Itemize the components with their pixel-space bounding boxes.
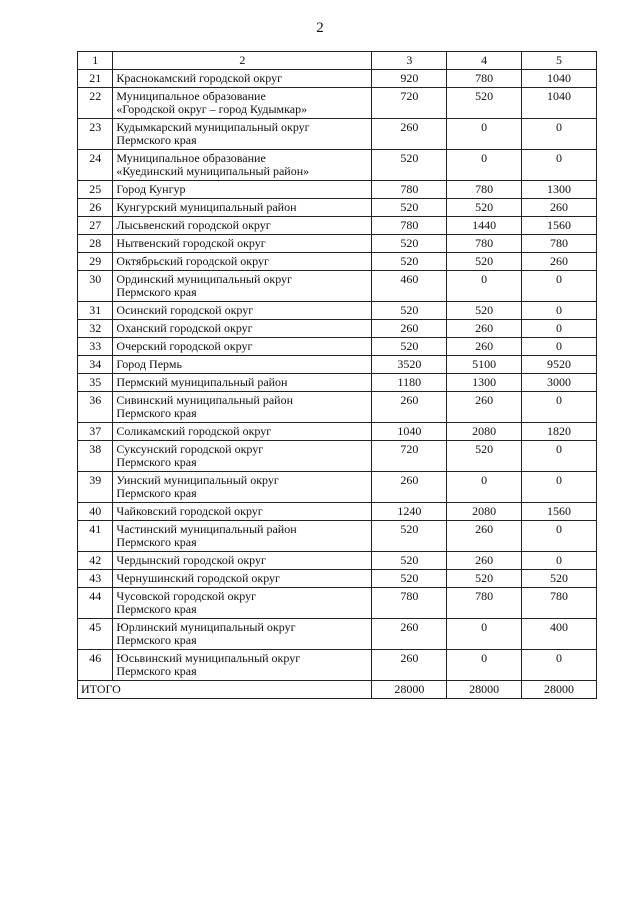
row-number: 39 (78, 472, 113, 503)
value-col-4: 520 (447, 302, 522, 320)
value-col-3: 260 (372, 392, 447, 423)
table-row (78, 217, 597, 235)
value-col-5: 3000 (522, 374, 597, 392)
value-col-5: 0 (522, 472, 597, 503)
header-cell: 1 (78, 52, 113, 70)
value-col-3: 260 (372, 472, 447, 503)
municipality-name (113, 472, 372, 503)
value-col-4: 780 (447, 181, 522, 199)
value-col-5: 400 (522, 619, 597, 650)
value-col-5: 1560 (522, 503, 597, 521)
value-col-4: 5100 (447, 356, 522, 374)
municipality-name-line: Краснокамский городской округ (116, 71, 282, 85)
municipality-name-line: Оханский городской округ (116, 321, 253, 335)
municipality-name-line: Чусовской городской округ (116, 589, 257, 603)
value-col-4: 520 (447, 441, 522, 472)
row-number: 36 (78, 392, 113, 423)
value-col-5: 0 (522, 320, 597, 338)
table-row (78, 441, 597, 472)
value-col-4: 780 (447, 588, 522, 619)
municipality-name (113, 150, 372, 181)
municipality-name-line: Нытвенский городской округ (116, 236, 266, 250)
municipality-name (113, 570, 372, 588)
table-row (78, 181, 597, 199)
municipality-name-line: Октябрьский городской округ (116, 254, 269, 268)
row-number: 23 (78, 119, 113, 150)
row-number: 45 (78, 619, 113, 650)
value-col-3: 260 (372, 619, 447, 650)
total-col-5: 28000 (522, 681, 597, 699)
value-col-5: 260 (522, 253, 597, 271)
value-col-5: 1040 (522, 70, 597, 88)
table-row (78, 374, 597, 392)
municipality-name-line: Ординский муниципальный округ (116, 272, 292, 286)
municipality-name (113, 88, 372, 119)
municipality-name (113, 338, 372, 356)
value-col-3: 520 (372, 302, 447, 320)
value-col-4: 520 (447, 253, 522, 271)
table-row (78, 356, 597, 374)
value-col-5: 0 (522, 302, 597, 320)
municipality-name (113, 552, 372, 570)
total-col-3: 28000 (372, 681, 447, 699)
value-col-5: 0 (522, 441, 597, 472)
municipality-name (113, 181, 372, 199)
value-col-3: 780 (372, 217, 447, 235)
table-row (78, 392, 597, 423)
table-row (78, 588, 597, 619)
municipality-name-line: Город Кунгур (116, 182, 186, 196)
municipality-name (113, 503, 372, 521)
value-col-3: 520 (372, 521, 447, 552)
table-row (78, 552, 597, 570)
row-number: 43 (78, 570, 113, 588)
value-col-5: 0 (522, 521, 597, 552)
row-number: 46 (78, 650, 113, 681)
value-col-4: 1300 (447, 374, 522, 392)
value-col-4: 2080 (447, 423, 522, 441)
municipality-name-line: Частинский муниципальный район (116, 522, 297, 536)
allocation-table (77, 51, 597, 699)
value-col-3: 520 (372, 150, 447, 181)
value-col-3: 3520 (372, 356, 447, 374)
municipality-name (113, 423, 372, 441)
table-row (78, 650, 597, 681)
municipality-name (113, 392, 372, 423)
value-col-5: 0 (522, 392, 597, 423)
value-col-4: 260 (447, 320, 522, 338)
municipality-name-line: Пермского края (116, 285, 197, 299)
value-col-4: 520 (447, 199, 522, 217)
value-col-3: 780 (372, 181, 447, 199)
value-col-3: 780 (372, 588, 447, 619)
municipality-name-line: Муниципальное образование (116, 151, 266, 165)
value-col-3: 720 (372, 88, 447, 119)
municipality-name (113, 70, 372, 88)
table-row (78, 88, 597, 119)
value-col-3: 460 (372, 271, 447, 302)
municipality-name (113, 119, 372, 150)
value-col-3: 520 (372, 253, 447, 271)
value-col-5: 780 (522, 588, 597, 619)
municipality-name-line: Кудымкарский муниципальный округ (116, 120, 310, 134)
table-row (78, 619, 597, 650)
municipality-name-line: Осинский городской округ (116, 303, 254, 317)
value-col-4: 2080 (447, 503, 522, 521)
table-body (78, 52, 597, 699)
row-number: 35 (78, 374, 113, 392)
value-col-5: 0 (522, 150, 597, 181)
total-col-4: 28000 (447, 681, 522, 699)
value-col-3: 920 (372, 70, 447, 88)
municipality-name (113, 199, 372, 217)
value-col-3: 520 (372, 235, 447, 253)
municipality-name (113, 217, 372, 235)
row-number: 28 (78, 235, 113, 253)
value-col-3: 1240 (372, 503, 447, 521)
row-number: 30 (78, 271, 113, 302)
header-cell: 4 (447, 52, 522, 70)
municipality-name-line: Пермский муниципальный район (116, 375, 288, 389)
municipality-name-line: Юсьвинский муниципальный округ (116, 651, 301, 665)
value-col-4: 520 (447, 88, 522, 119)
value-col-4: 260 (447, 521, 522, 552)
municipality-name-line: Соликамский городской округ (116, 424, 272, 438)
municipality-name-line: Пермского края (116, 602, 197, 616)
table-row (78, 570, 597, 588)
municipality-name (113, 320, 372, 338)
row-number: 31 (78, 302, 113, 320)
row-number: 22 (78, 88, 113, 119)
row-number: 25 (78, 181, 113, 199)
municipality-name-line: Уинский муниципальный округ (116, 473, 279, 487)
municipality-name-line: Пермского края (116, 455, 197, 469)
table-row (78, 271, 597, 302)
table-header-row (78, 52, 597, 70)
municipality-name (113, 271, 372, 302)
value-col-3: 1040 (372, 423, 447, 441)
table-row (78, 423, 597, 441)
value-col-5: 520 (522, 570, 597, 588)
municipality-name-line: «Куединский муниципальный район» (116, 164, 310, 178)
value-col-5: 780 (522, 235, 597, 253)
value-col-3: 520 (372, 338, 447, 356)
value-col-5: 1560 (522, 217, 597, 235)
value-col-3: 1180 (372, 374, 447, 392)
value-col-5: 1040 (522, 88, 597, 119)
row-number: 44 (78, 588, 113, 619)
municipality-name-line: Сивинский муниципальный район (116, 393, 294, 407)
value-col-5: 0 (522, 552, 597, 570)
value-col-4: 260 (447, 338, 522, 356)
total-row (78, 681, 597, 699)
municipality-name-line: Чернушинский городской округ (116, 571, 280, 585)
municipality-name-line: Пермского края (116, 406, 197, 420)
municipality-name (113, 356, 372, 374)
value-col-3: 720 (372, 441, 447, 472)
municipality-name-line: «Городской округ – город Кудымкар» (116, 102, 308, 116)
table-row (78, 503, 597, 521)
table-row (78, 150, 597, 181)
municipality-name (113, 650, 372, 681)
table-row (78, 235, 597, 253)
value-col-4: 0 (447, 150, 522, 181)
row-number: 21 (78, 70, 113, 88)
municipality-name-line: Юрлинский муниципальный округ (116, 620, 296, 634)
municipality-name (113, 619, 372, 650)
value-col-4: 260 (447, 552, 522, 570)
municipality-name (113, 302, 372, 320)
municipality-name-line: Очерский городской округ (116, 339, 253, 353)
table-row (78, 320, 597, 338)
value-col-3: 520 (372, 570, 447, 588)
value-col-4: 780 (447, 70, 522, 88)
value-col-5: 1300 (522, 181, 597, 199)
row-number: 33 (78, 338, 113, 356)
row-number: 42 (78, 552, 113, 570)
row-number: 29 (78, 253, 113, 271)
value-col-4: 260 (447, 392, 522, 423)
header-cell: 3 (372, 52, 447, 70)
municipality-name-line: Пермского края (116, 633, 197, 647)
value-col-4: 780 (447, 235, 522, 253)
row-number: 24 (78, 150, 113, 181)
page-number: 2 (316, 20, 324, 36)
municipality-name (113, 235, 372, 253)
value-col-4: 0 (447, 119, 522, 150)
row-number: 32 (78, 320, 113, 338)
value-col-5: 1820 (522, 423, 597, 441)
table-row (78, 302, 597, 320)
value-col-5: 0 (522, 119, 597, 150)
value-col-5: 0 (522, 271, 597, 302)
municipality-name-line: Лысьвенский городской округ (116, 218, 271, 232)
value-col-5: 260 (522, 199, 597, 217)
table-row (78, 253, 597, 271)
municipality-name-line: Суксунский городской округ (116, 442, 264, 456)
municipality-name (113, 441, 372, 472)
table-row (78, 70, 597, 88)
value-col-3: 260 (372, 650, 447, 681)
header-cell: 2 (113, 52, 372, 70)
table-row (78, 119, 597, 150)
value-col-3: 520 (372, 552, 447, 570)
table-row (78, 199, 597, 217)
row-number: 40 (78, 503, 113, 521)
table-row (78, 338, 597, 356)
value-col-4: 0 (447, 650, 522, 681)
value-col-5: 0 (522, 650, 597, 681)
value-col-5: 0 (522, 338, 597, 356)
value-col-4: 0 (447, 271, 522, 302)
value-col-5: 9520 (522, 356, 597, 374)
municipality-name (113, 253, 372, 271)
table-row (78, 521, 597, 552)
total-label: ИТОГО (78, 681, 372, 699)
municipality-name-line: Пермского края (116, 535, 197, 549)
municipality-name-line: Чердынский городской округ (116, 553, 266, 567)
value-col-4: 0 (447, 619, 522, 650)
municipality-name (113, 521, 372, 552)
municipality-name (113, 374, 372, 392)
municipality-name-line: Чайковский городской округ (116, 504, 263, 518)
value-col-4: 520 (447, 570, 522, 588)
header-cell: 5 (522, 52, 597, 70)
value-col-3: 520 (372, 199, 447, 217)
row-number: 26 (78, 199, 113, 217)
value-col-4: 1440 (447, 217, 522, 235)
municipality-name-line: Пермского края (116, 486, 197, 500)
table-row (78, 472, 597, 503)
value-col-3: 260 (372, 320, 447, 338)
value-col-4: 0 (447, 472, 522, 503)
municipality-name-line: Муниципальное образование (116, 89, 266, 103)
municipality-name-line: Город Пермь (116, 357, 182, 371)
row-number: 37 (78, 423, 113, 441)
value-col-3: 260 (372, 119, 447, 150)
row-number: 41 (78, 521, 113, 552)
municipality-name-line: Пермского края (116, 664, 197, 678)
municipality-name-line: Пермского края (116, 133, 197, 147)
row-number: 27 (78, 217, 113, 235)
municipality-name-line: Кунгурский муниципальный район (116, 200, 297, 214)
row-number: 38 (78, 441, 113, 472)
municipality-name (113, 588, 372, 619)
row-number: 34 (78, 356, 113, 374)
